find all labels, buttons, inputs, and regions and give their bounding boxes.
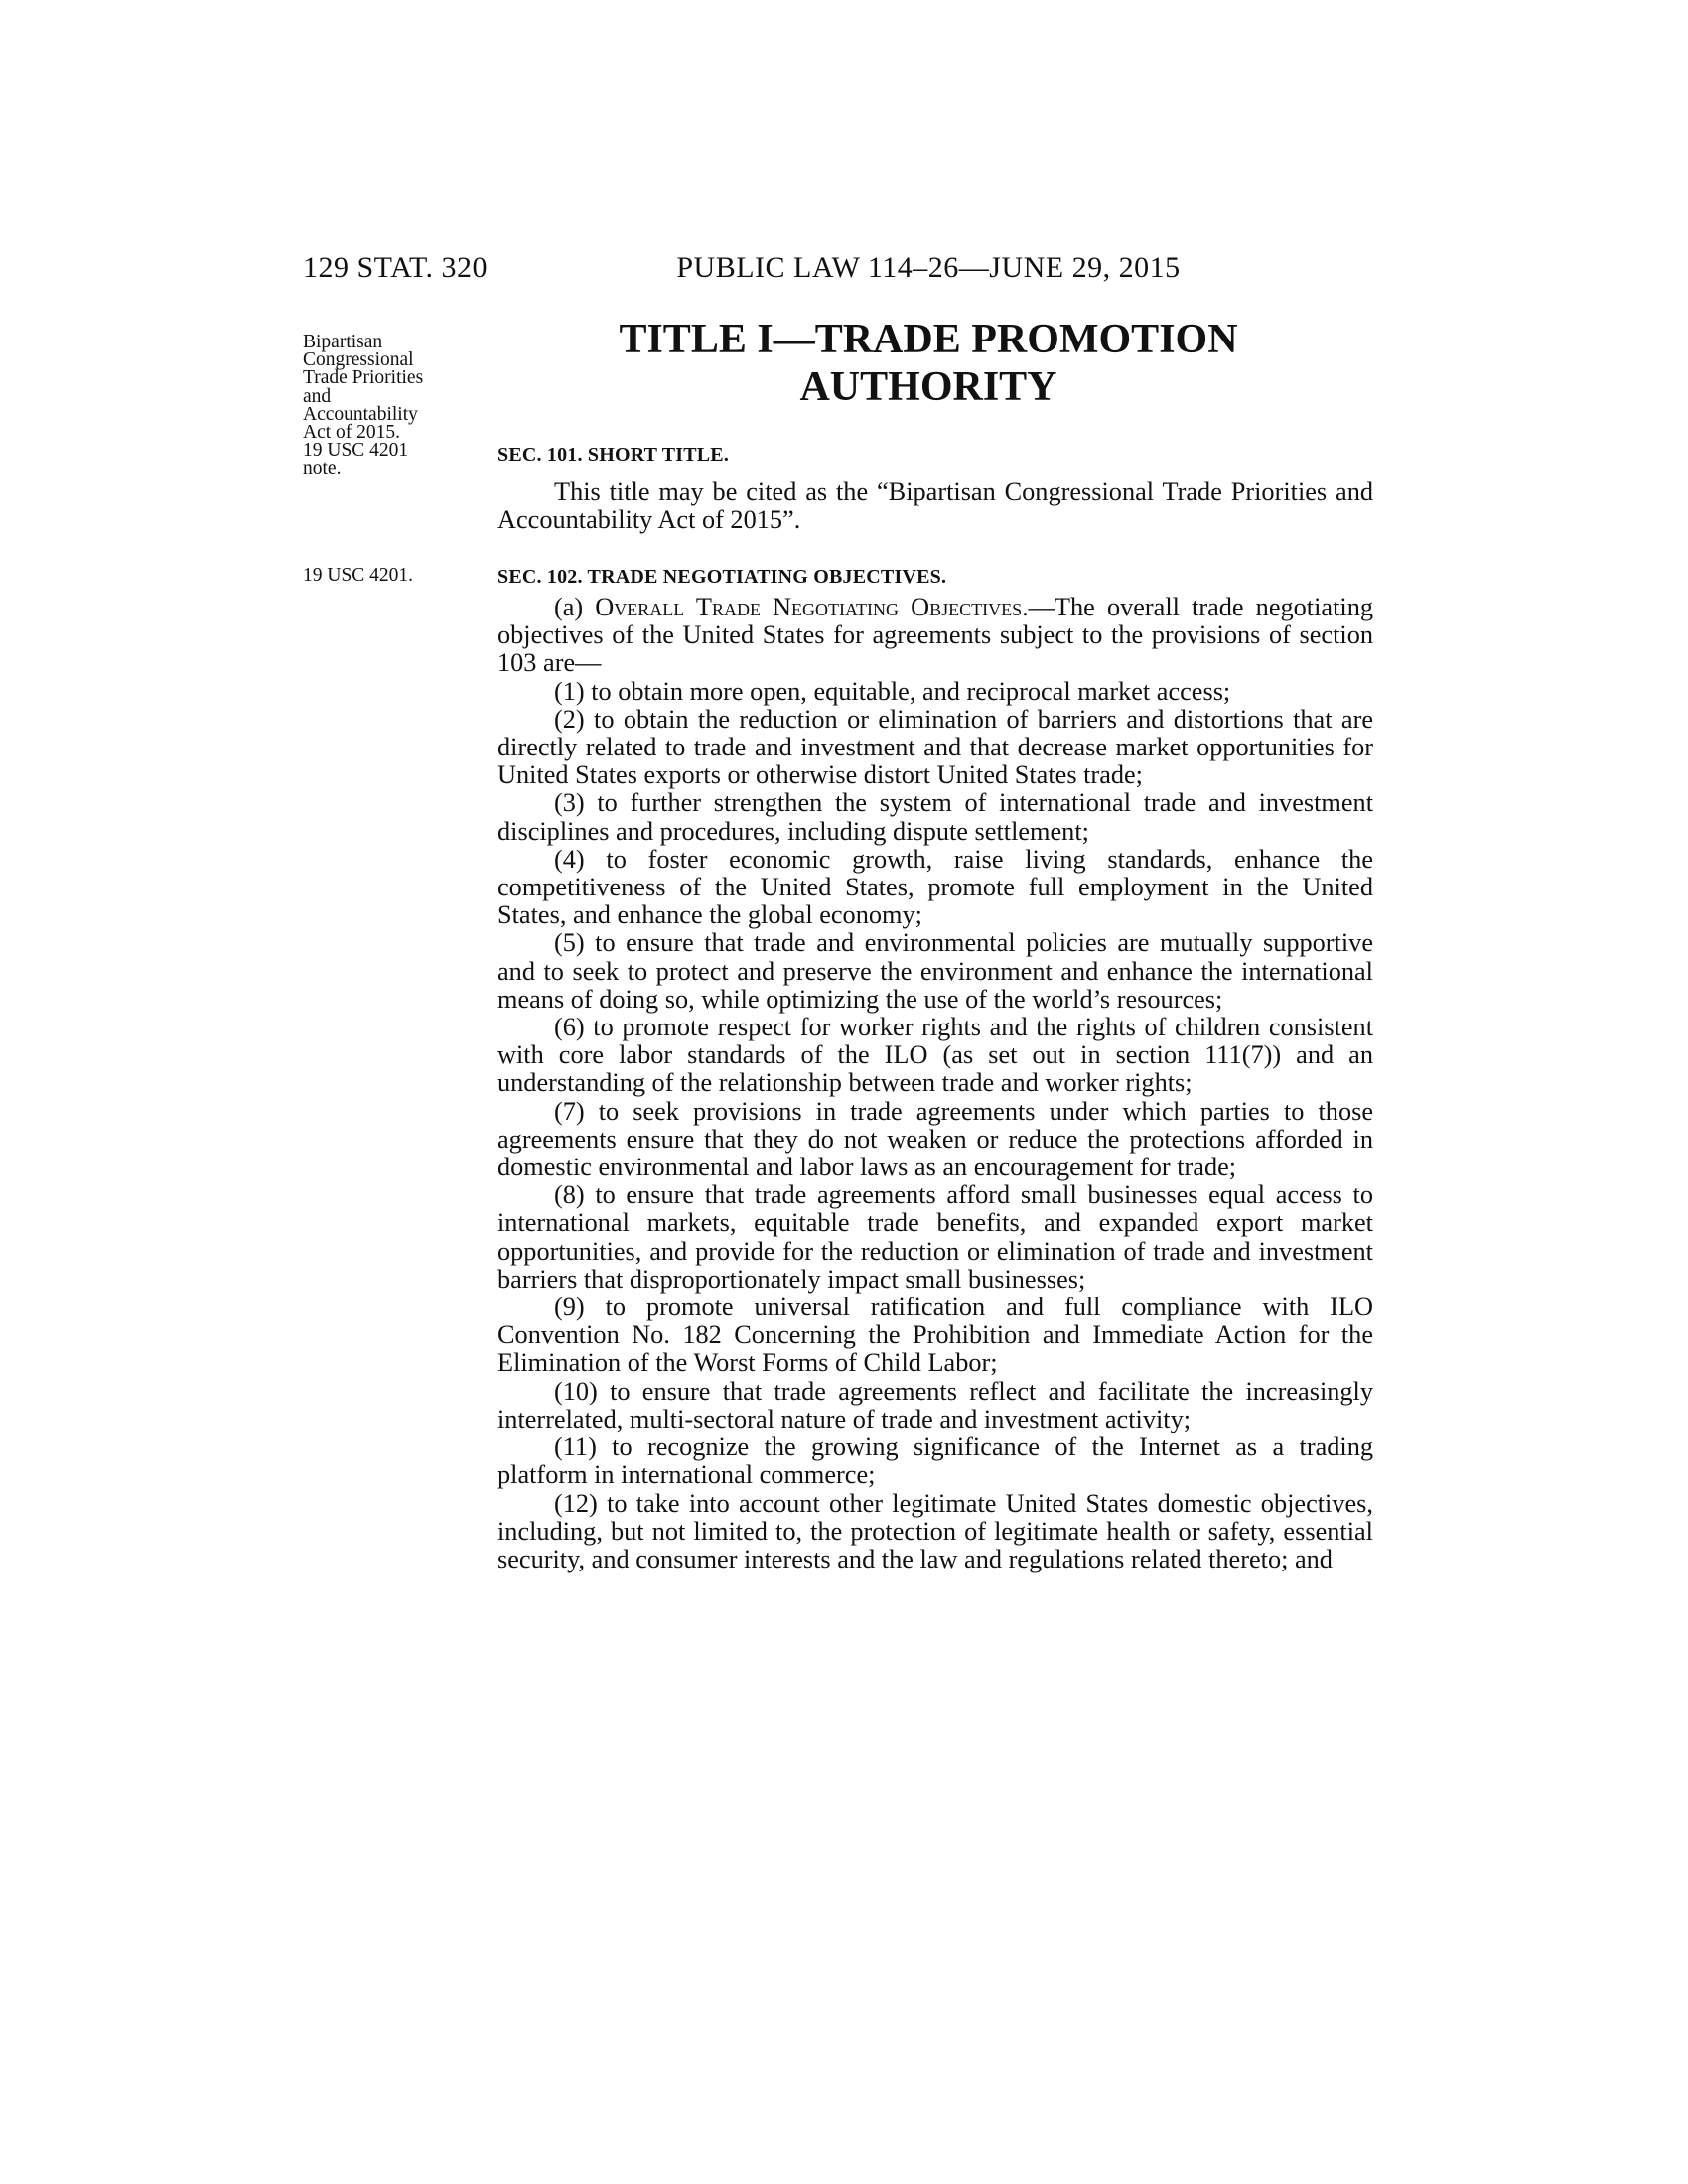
title-heading [496,316,1360,411]
margin-note-line: Trade Priorities [303,367,424,389]
subsection-a-title: Overall Trade Negotiating Objectives [595,593,1023,621]
margin-note-line: 19 USC 4201 [303,440,409,462]
page-header-law: PUBLIC LAW 114–26—JUNE 29, 2015 [676,251,1181,284]
margin-note-line: Accountability [303,403,418,425]
list-item: (3) to further strengthen the system of international trade and investment disciplines and procedures, including dispute settlement; [497,788,1373,846]
list-item: (12) to take into account other legitimate United States domestic objectives, including, but not limited to, the protection of legitimate health or safety, essential security, and consumer interests and the law and regulations related thereto; and [497,1488,1373,1573]
list-item: (1) to obtain more open, equitable, and reciprocal market access; [554,676,1231,706]
margin-note-line: Congressional [303,349,414,371]
subsection-a-intro-text: .—The overall trade negotiating objectives of the United States for agreements subject to the provisions of section 103 are— [497,593,1373,678]
title-line: TITLE I—TRADE PROMOTION [619,317,1238,362]
list-item: (4) to foster economic growth, raise living standards, enhance the competitiveness of the United States, promote full employment in the United States, and enhance the global economy; [497,844,1373,930]
list-item: (7) to seek provisions in trade agreements under which parties to those agreements ensure that they do not weaken or reduce the protections afforded in domestic environmental and labor laws as an encouragement for trade; [497,1096,1373,1182]
list-item: (10) to ensure that trade agreements reflect and facilitate the increasingly interrelated, multi-sectoral nature of trade and investment activity; [497,1376,1373,1433]
section-101-heading: SEC. 101. SHORT TITLE. [497,444,730,466]
subsection-a-intro [497,594,1373,678]
list-item: (2) to obtain the reduction or elimination of barriers and distortions that are directly related to trade and investment and that decrease market opportunities for United States exports or otherwise distort United States trade; [497,704,1373,790]
margin-note-line: Bipartisan [303,332,383,352]
section-101-paragraph: This title may be cited as the “Bipartisan Congressional Trade Priorities and Accountability Act of 2015”. [497,478,1373,535]
margin-note-line: note. [303,458,342,479]
margin-note-short-title [303,334,467,478]
title-line: AUTHORITY [799,364,1057,410]
list-item: (8) to ensure that trade agreements afford small businesses equal access to international markets, equitable trade benefits, and expanded export market opportunities, and provide for the reduction or elimination of trade and investment barriers that disproportionately impact small businesses; [497,1180,1373,1294]
objectives-list [497,676,1373,1574]
margin-note-sec102: 19 USC 4201. [303,565,414,586]
subsection-a-label: (a) [554,593,596,621]
list-item: (6) to promote respect for worker rights and the rights of children consistent with core labor standards of the ILO (as set out in section 111(7)) and an understanding of the relationship between trade and worker rights; [497,1013,1373,1098]
section-101-text [497,478,1373,534]
margin-note-line: Act of 2015. [303,422,401,444]
list-item: (9) to promote universal ratification and full compliance with ILO Convention No. 182 Concerning the Prohibition and Immediate Action for the Elimination of the Worst Forms of Child Labor; [497,1293,1373,1378]
list-item: (11) to recognize the growing significance of the Internet as a trading platform in international commerce; [497,1433,1373,1490]
list-item: (5) to ensure that trade and environmental policies are mutually supportive and to seek to protect and preserve the environment and enhance the international means of doing so, while optimizing the use of the world’s resources; [497,928,1373,1014]
section-102-body [497,594,1373,1573]
margin-note-line: and [303,385,332,407]
page-stat-number: 129 STAT. 320 [303,251,489,284]
section-102-heading: SEC. 102. TRADE NEGOTIATING OBJECTIVES. [497,566,947,588]
